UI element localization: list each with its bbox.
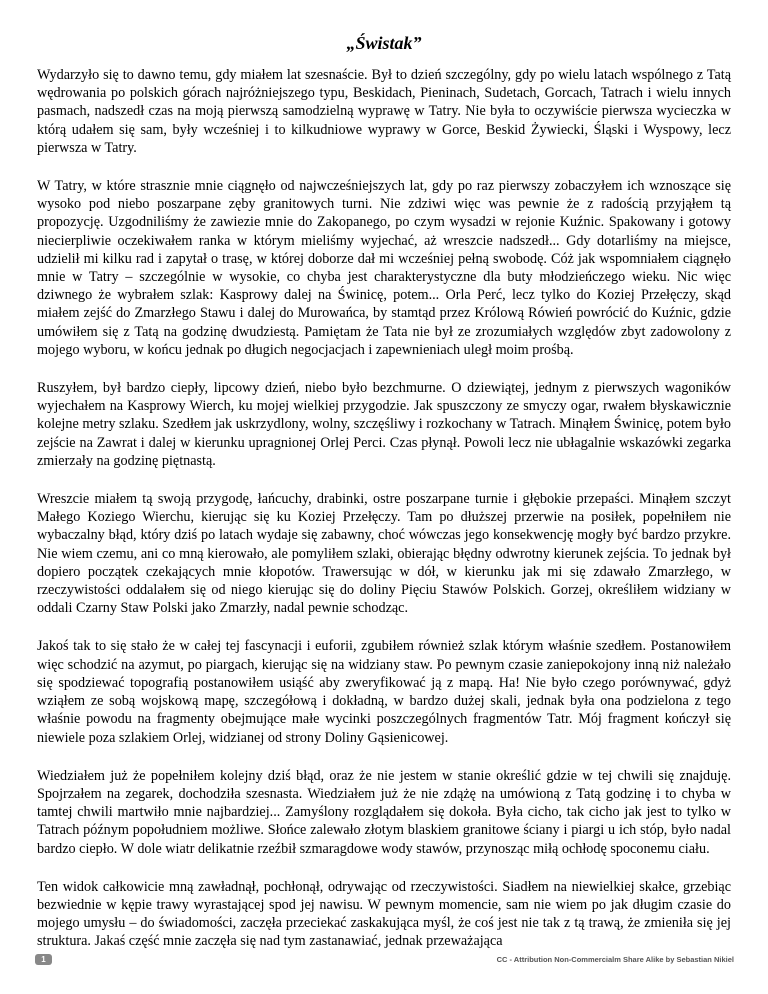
paragraph: W Tatry, w które strasznie mnie ciągnęło od najwcześniejszych lat, gdy po raz pierwszy zobaczyłem ich wznoszące się wysoko pod niebo poszarpane zęby granitowych turni. Nie zdziwi więc was pewnie że z radością przyjąłem tą propozycję. Uzgodniliśmy że zawiezie mnie do Zakopanego, po czym wysadzi w rejonie Kuźnic. Spakowany i gotowy niecierpliwie oczekiwałem ranka w którym mieliśmy wyjechać, aż wreszcie nadszedł... Gdy dotarliśmy na miejsce, udzielił mi kilku rad i zapytał o trasę, w której doborze dał mi wcześniej pełną swobodę. Cóż jak wspomniałem ciągnęło mnie w Tatry – szczególnie w wysokie, co chyba jest charakterystyczne dla buty młodzieńczego wieku. Nic więc dziwnego że wybrałem szlak: Kasprowy dalej na Świnicę, potem... Orla Perć, lecz tylko do Koziej Przełęczy, skąd miałem zejść do Zmarzłego Stawu i dalej do Murowańca, by stamtąd przez Królową Rówień powrócić do Kuźnic, gdzie umówiłem się z Tatą na godzinę dwudziestą. Pamiętam że Tata nie był ze zrozumiałych względów zbyt zadowolony z mojego wyboru, w końcu jednak po długich negocjacjach i zapewnieniach uległ moim prośbą. — [37, 178, 731, 358]
paragraph: Wreszcie miałem tą swoją przygodę, łańcuchy, drabinki, ostre poszarpane turnie i głębokie przepaści. Minąłem szczyt Małego Koziego Wierchu, kierując się ku Koziej Przełęczy. Tam po dłuższej przerwie na posiłek, popełniłem nie wybaczalny błąd, który dziś po latach wydaje się zabawny, choć wówczas jego konsekwencję mogły być bardzo przykre. Nie wiem czemu, ani co mną kierowało, ale pomyliłem szlaki, obierając błędny odwrotny kierunek zejścia. To jednak był dopiero początek czekających mnie kłopotów. Trawersując w dół, w kierunku jak mi się zdawało Zmarzłego, w rzeczywistości oddalałem się od niego kierując się do doliny Pięciu Stawów Polskich. Gorzej, określiłem widziany w oddali Czarny Staw Polski jako Zmarzły, nadal pewnie schodząc. — [37, 491, 731, 617]
paragraph: Jakoś tak to się stało że w całej tej fascynacji i euforii, zgubiłem również szlak którym właśnie szedłem. Postanowiłem więc schodzić na azymut, po piargach, kierując się na widziany staw. Po pewnym czasie zaniepokojony inną niż należało się spodziewać topografią postanowiłem usiąść aby zweryfikować ją z mapą. Ha! Nie było czego porównywać, gdyż wziąłem ze sobą wojskową mapę, szczegółową i dokładną, w bardzo dużej skali, jednak była ona podzielona z tego właśnie powodu na fragmenty obejmujące małe wycinki poszczególnych fragmentów Tatr. Mój fragment kończył się niewiele poza szlakiem Orlej, widzianej od strony Doliny Gąsienicowej. — [37, 638, 731, 746]
document-title: „Świstak” — [346, 33, 422, 53]
page-number-badge: 1 — [35, 954, 52, 965]
document-body — [37, 66, 731, 971]
license-footer: CC - Attribution Non-Commercialm Share Alike by Sebastian Nikiel — [496, 955, 734, 964]
paragraph: Wydarzyło się to dawno temu, gdy miałem lat szesnaście. Był to dzień szczególny, gdy po wielu latach wspólnego z Tatą wędrowania po polskich górach najróżniejszego typu, Beskidach, Pieninach, Sudetach, Gorcach, Tatrach i wielu innych pasmach, nadszedł czas na moją pierwszą samodzielną wyprawę w Tatry. Nie była to oczywiście pierwsza wycieczka w którą udałem się sam, były wcześniej i to kilkudniowe wyprawy w Gorce, Beskid Żywiecki, Śląski i Wyspowy, lecz pierwsza w Tatry. — [37, 67, 731, 156]
paragraph: Ten widok całkowicie mną zawładnął, pochłonął, odrywając od rzeczywistości. Siadłem na niewielkiej skałce, grzebiąc bezwiednie w kępie trawy wyrastającej spod jej nawisu. W pewnym momencie, sam nie wiem po jak długim czasie do mojego umysłu – do świadomości, zaczęła przeciekać zaskakująca myśl, że coś jest nie tak z tą trawą, że zmieniła się jej struktura. Jakaś część mnie zaczęła się nad tym zastanawiać, jednak przeważająca — [37, 878, 731, 950]
paragraph: Wiedziałem już że popełniłem kolejny dziś błąd, oraz że nie jestem w stanie określić gdzie w tej chwili się znajduję. Spojrzałem na zegarek, dochodziła szesnasta. Wiedziałem już że nie zdążę na umówioną z Tatą godzinę i to chyba w tamtej chwili martwiło mnie najbardziej... Zamyślony rozglądałem się dokoła. Była cicho, tak cicho jak jest to tylko w Tatrach późnym popołudniem możliwe. Słońce zalewało złotym blaskiem granitowe ściany i piargi u ich stóp, było nadal bardzo ciepło. W dole wiatr delikatnie rzeźbił szmaragdowe wody stawów, przynosząc miłą ochłodę spoconemu ciału. — [37, 767, 731, 857]
paragraph: Ruszyłem, był bardzo ciepły, lipcowy dzień, niebo było bezchmurne. O dziewiątej, jednym z pierwszych wagoników wyjechałem na Kasprowy Wierch, ku mojej wielkiej przygodzie. Jak spuszczony ze smyczy ogar, rwałem błyskawicznie kolejne metry szlaku. Szedłem jak uskrzydlony, wolny, szczęśliwy i rozkochany w Tatrach. Minąłem Świnicę, potem było zejście na Zawrat i dalej w kierunku upragnionej Orlej Perci. Czas płynął. Powoli lecz nie ubłagalnie wskazówki zegarka zmierzały na godzinę piętnastą. — [37, 380, 731, 469]
